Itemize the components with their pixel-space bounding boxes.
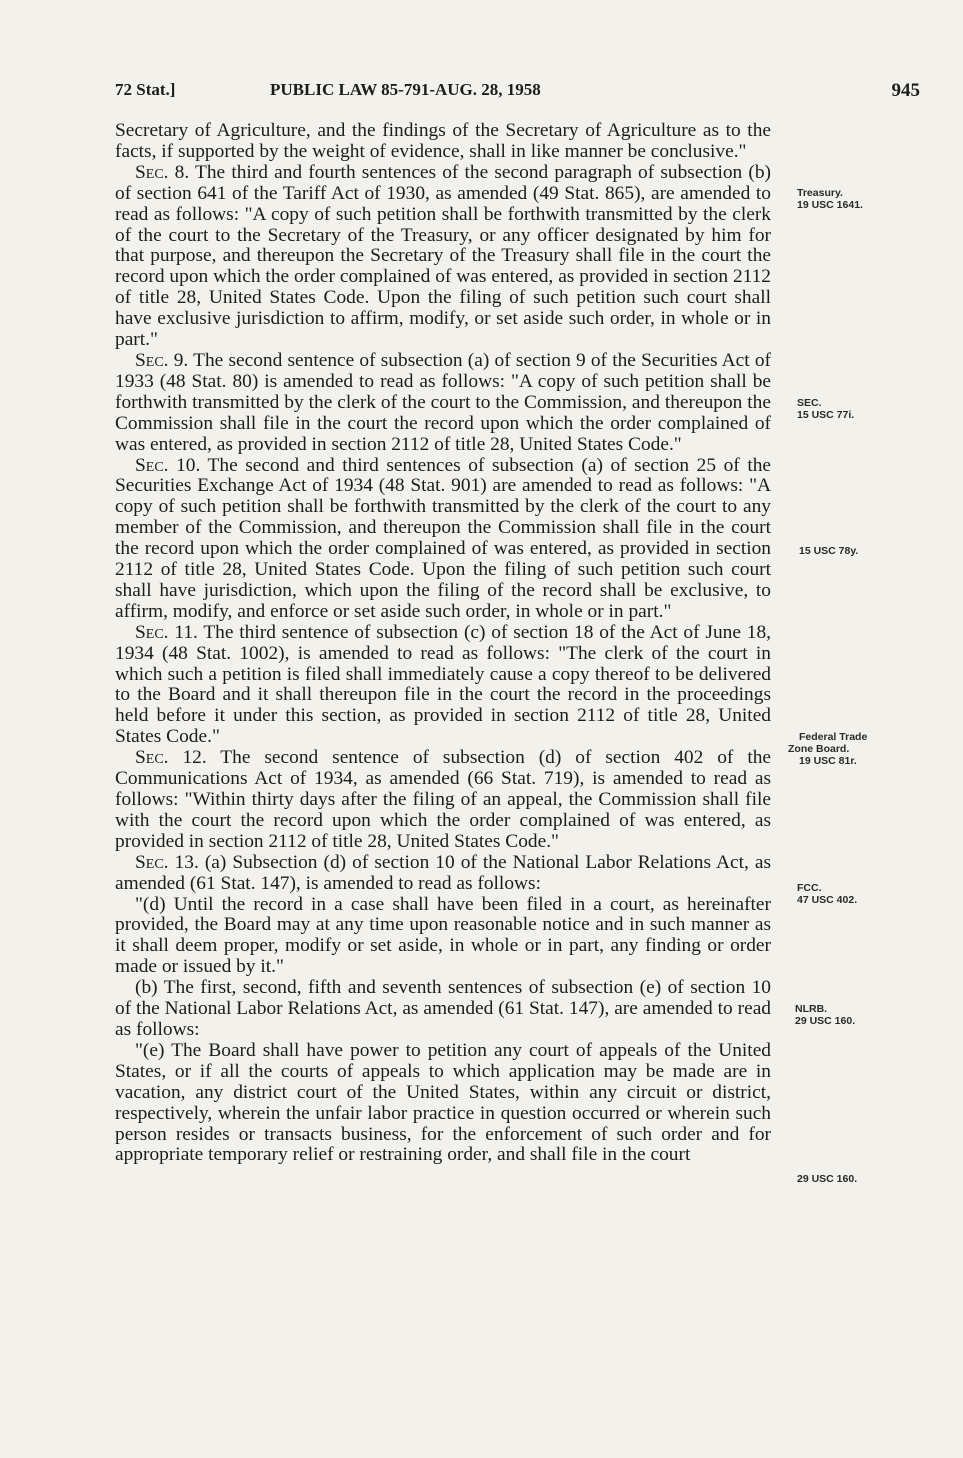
paragraph-text: (b) The first, second, fifth and seventh sentences of subsection (e) of section 10 of the National Labor Relations Act, as amended (61 Stat. 147), are amended to read as follows: [115, 977, 771, 1040]
note-line: 19 USC 1641. [797, 199, 863, 211]
margin-note-ftzb [788, 731, 867, 767]
body-text [115, 121, 771, 1166]
note-line: Treasury. [797, 187, 843, 199]
note-line: Zone Board. [788, 743, 850, 755]
note-line: 15 USC 78y. [799, 545, 859, 557]
note-line: 19 USC 81r. [799, 755, 857, 767]
note-line: 29 USC 160. [797, 1173, 858, 1185]
volume-citation: 72 Stat.] [115, 80, 176, 99]
paragraph-text: The third sentence of subsection (c) of section 18 of the Act of June 18, 1934 (48 Stat. 1002), is amended to read as follows: "The clerk of the court in which such a petition is filed shall immediately cause a copy thereof to be delivered to the Board and it shall thereupon file in the court the record in the proceedings held before it under this section, as provided in section 2112 of title 28, United States Code." [115, 621, 771, 748]
subsection-e [115, 1041, 771, 1166]
margin-note-78y [799, 545, 858, 557]
paragraph-text: "(e) The Board shall have power to petition any court of appeals of the United States, or if all the courts of appeals to which application may be made are in vacation, any district court of the United States, within any circuit or district, respectively, wherein the unfair labor practice in question occurred or wherein such person resides or transacts business, for the enforcement of such order and for appropriate temporary relief or restraining order, and shall file in the court [115, 1039, 771, 1166]
note-line: SEC. [797, 397, 822, 409]
paragraph-text: The third and fourth sentences of the second paragraph of subsection (b) of section 641 of the Tariff Act of 1930, as amended (49 Stat. 865), are amended to read as follows: "A copy of such petition shall be forthwith transmitted by the clerk of the court to the Secretary of the Treasury, or any officer designated by him for that purpose, and thereupon the Secretary of the Treasury shall file in the court the record upon which the order complained of was entered, as provided in section 2112 of title 28, United States Code. Upon the filing of such petition such court shall have exclusive jurisdiction to affirm, modify, or set aside such order, in whole or in part." [115, 161, 771, 351]
note-line: 29 USC 160. [795, 1015, 856, 1027]
section-lead: Sec. 10. [135, 454, 201, 476]
note-line: 15 USC 77i. [797, 409, 855, 421]
section-lead: Sec. 9. [135, 349, 189, 371]
subsection-d [115, 895, 771, 979]
margin-note-treasury [797, 187, 863, 211]
section-lead: Sec. 11. [135, 621, 198, 643]
note-line: FCC. [797, 882, 822, 894]
running-header [115, 80, 920, 106]
paragraph-text: The second and third sentences of subsection (a) of section 25 of the Securities Exchange Act of 1934 (48 Stat. 901) are amended to read as follows: "A copy of such petition shall be forthwith transmitted by the clerk of the court to any member of the Commission, and thereupon the Commission shall file in the court the record upon which the order complained of was entered, as provided in section 2112 of title 28, United States Code. Upon the filing of such petition such court shall have jurisdiction, which upon the filing of the record shall be exclusive, to affirm, modify, and enforce or set aside such order, in whole or in part." [115, 454, 772, 622]
note-line: Federal Trade [799, 731, 868, 743]
section-13 [115, 853, 771, 895]
note-line: NLRB. [795, 1003, 828, 1015]
page-number: 945 [891, 80, 920, 101]
section-lead: Sec. 12. [135, 747, 207, 769]
section-10 [115, 456, 771, 623]
paragraph-text: Secretary of Agriculture, and the findings of the Secretary of Agriculture as to the facts, if supported by the weight of evidence, shall in like manner be conclusive." [115, 120, 771, 162]
margin-note-160 [797, 1173, 857, 1185]
paragraph-text: The second sentence of subsection (d) of section 402 of the Communications Act of 1934, as amended (66 Stat. 719), is amended to read as follows: "Within thirty days after the filing of an appeal, the Commission shall file with the court the record upon which the order complained of was entered, as provided in section 2112 of title 28, United States Code." [115, 747, 772, 852]
paragraph-text: The second sentence of subsection (a) of section 9 of the Securities Act of 1933 (48 Stat. 80) is amended to read as follows: "A copy of such petition shall be forthwith transmitted by the clerk of the court to the Commission, and thereupon the Commission shall file in the court the record upon which the order complained of was entered, as provided in section 2112 of title 28, United States Code." [115, 349, 771, 455]
paragraph-text: (a) Subsection (d) of section 10 of the National Labor Relations Act, as amended (61 Stat. 147), is amended to read as follows: [115, 851, 771, 894]
section-9 [115, 351, 771, 456]
subsection-b [115, 978, 771, 1041]
section-8 [115, 163, 771, 351]
margin-note-fcc [797, 882, 857, 906]
section-lead: Sec. 13. [135, 851, 199, 873]
law-title: PUBLIC LAW 85-791-AUG. 28, 1958 [270, 80, 541, 99]
margin-note-sec [797, 397, 854, 421]
note-line: 47 USC 402. [797, 894, 858, 906]
section-lead: Sec. 8. [135, 161, 190, 183]
margin-note-nlrb [795, 1003, 855, 1027]
section-12 [115, 748, 771, 853]
paragraph-text: "(d) Until the record in a case shall have been filed in a court, as hereinafter provided, the Board may at any time upon reasonable notice and in such manner as it shall deem proper, modify or set aside, in whole or in part, any finding or order made or issued by it." [115, 893, 771, 978]
paragraph [115, 121, 771, 163]
section-11 [115, 623, 771, 748]
